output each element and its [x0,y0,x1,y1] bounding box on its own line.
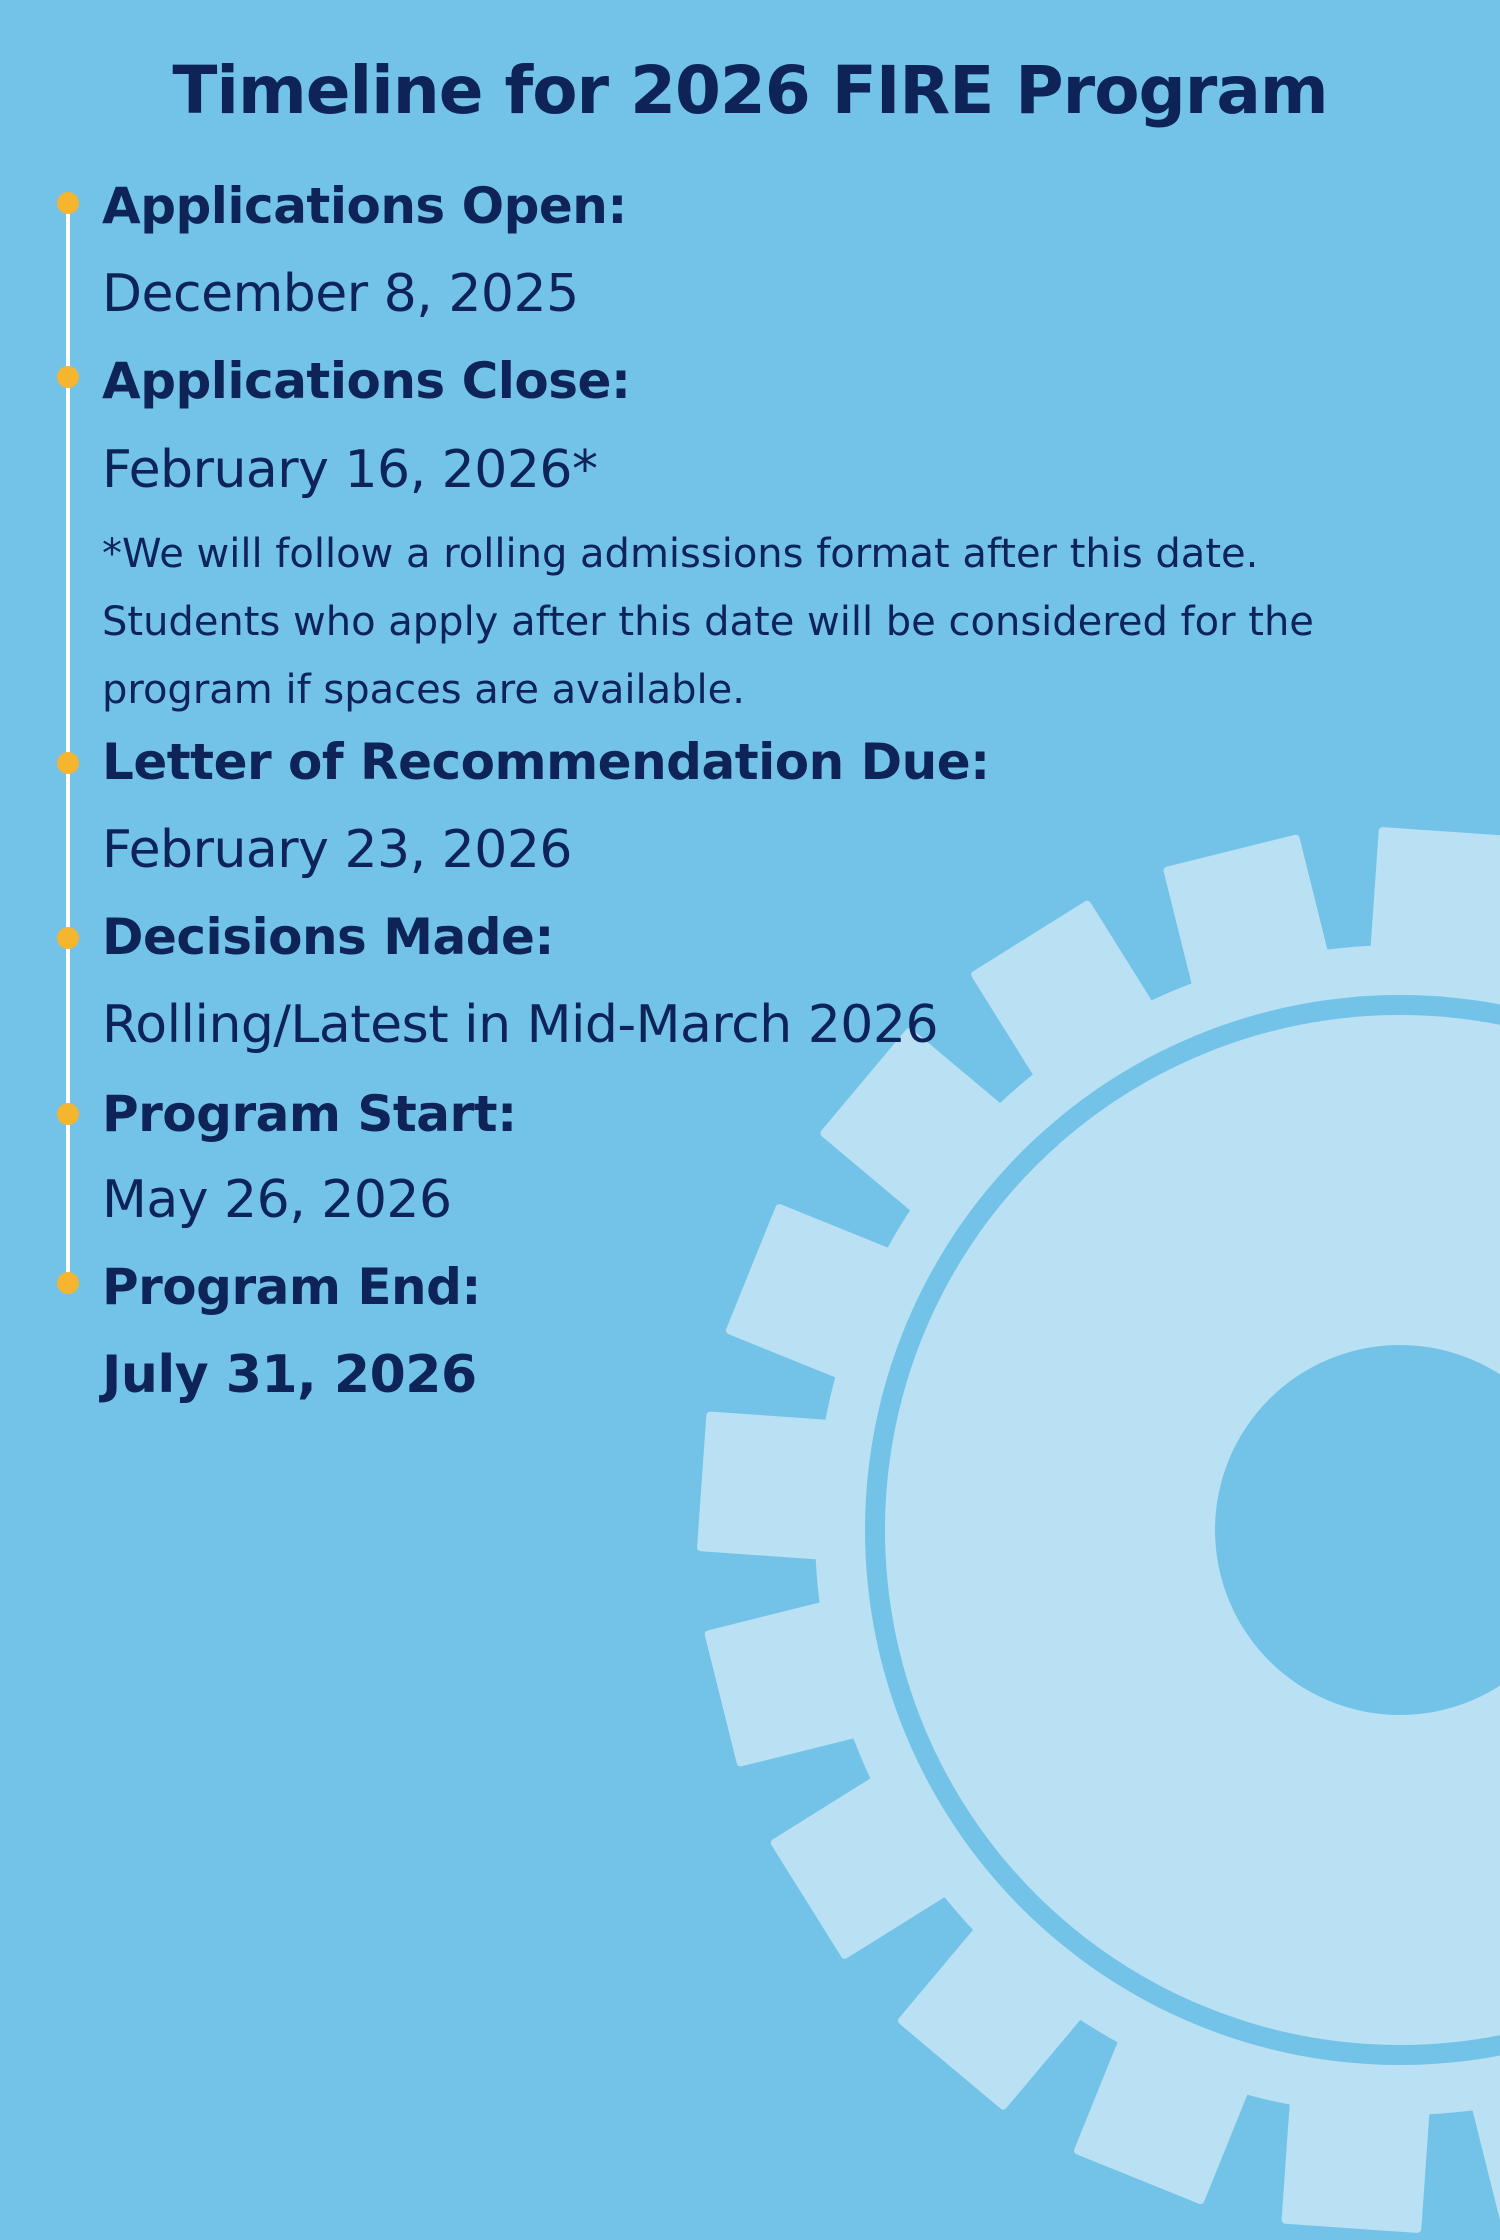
timeline-dot [57,1272,79,1294]
applications-open-label: Applications Open: [102,177,627,235]
recommendation-due-label: Letter of Recommendation Due: [102,733,990,791]
timeline-dot [57,927,79,949]
timeline-dot [57,752,79,774]
decisions-made-date: Rolling/Latest in Mid-March 2026 [102,995,939,1055]
timeline-dot [57,366,79,388]
rolling-admissions-note: *We will follow a rolling admissions format after this date. Students who apply after this date will be considered for the program if spaces are available. [102,531,1314,713]
page-title: Timeline for 2026 FIRE Program [172,52,1328,129]
recommendation-due-date: February 23, 2026 [102,820,573,880]
applications-close-date: February 16, 2026* [102,440,598,500]
applications-open-date: December 8, 2025 [102,264,579,324]
timeline-dot [57,1103,79,1125]
program-end-label: Program End: [102,1258,481,1316]
timeline-dot [57,192,79,214]
program-start-date: May 26, 2026 [102,1170,452,1230]
decisions-made-label: Decisions Made: [102,908,554,966]
applications-close-label: Applications Close: [102,352,631,410]
program-start-label: Program Start: [102,1085,517,1143]
program-end-date: July 31, 2026 [102,1345,477,1405]
